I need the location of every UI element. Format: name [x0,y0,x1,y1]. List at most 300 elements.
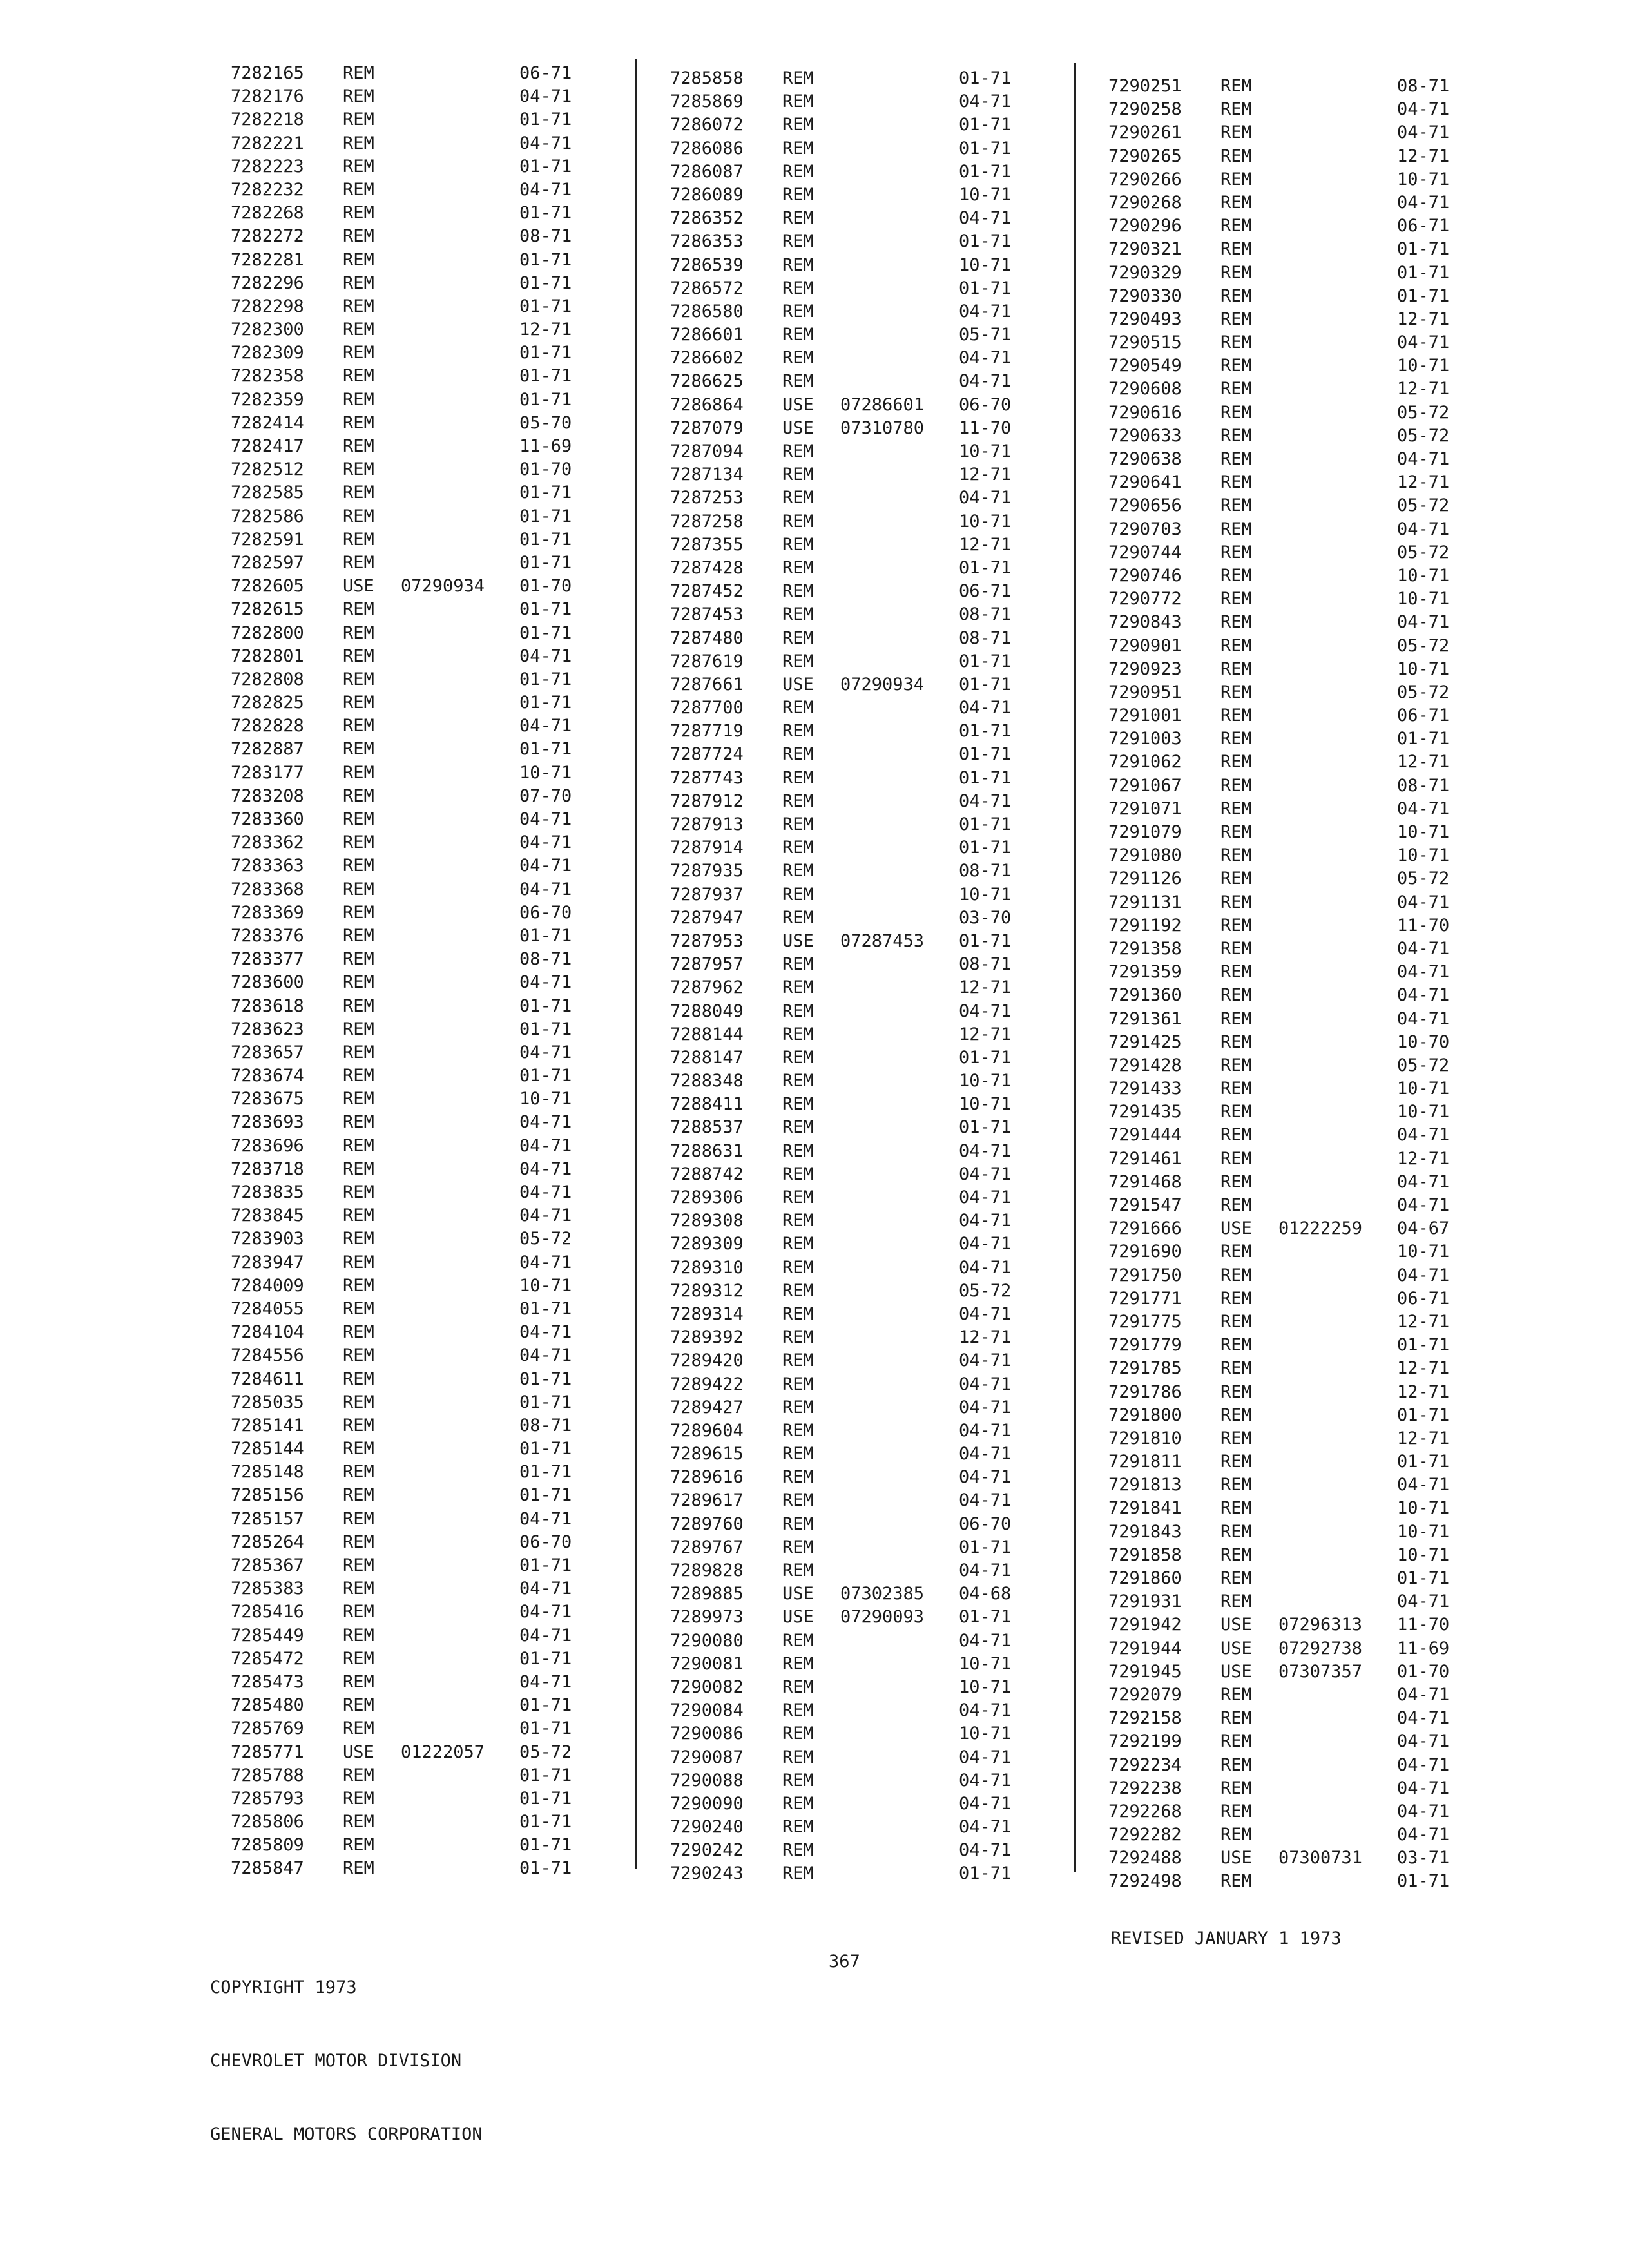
date-code: 01-71 [959,767,1012,788]
action-code: REM [343,320,374,340]
date-code: 01-71 [959,930,1012,951]
part-number: 7285771 [231,1742,304,1762]
action-code: REM [1220,1288,1252,1309]
part-number: 7291945 [1108,1661,1182,1682]
part-number: 7291810 [1108,1428,1182,1448]
part-number: 7290951 [1108,682,1182,702]
action-code: REM [343,110,374,130]
part-number: 7288411 [670,1094,744,1115]
date-code: 04-71 [1397,1754,1450,1775]
action-code: REM [343,1066,374,1086]
action-code: REM [1220,76,1252,96]
action-code: REM [1220,1265,1252,1285]
part-number: 7285858 [670,68,744,88]
date-code: 01-71 [519,1066,572,1086]
date-code: 04-71 [1397,519,1450,539]
action-code: REM [343,296,374,316]
part-number: 7282272 [231,226,304,247]
date-code: 01-71 [519,599,572,620]
date-code: 01-70 [1397,1661,1450,1682]
date-code: 01-71 [519,366,572,387]
action-code: REM [343,949,374,970]
part-number: 7282309 [231,343,304,363]
date-code: 04-71 [519,1158,572,1179]
date-code: 01-71 [519,622,572,643]
action-code: REM [782,1280,814,1301]
part-number: 7291003 [1108,729,1182,749]
action-code: REM [343,1345,374,1366]
date-code: 01-71 [959,744,1012,765]
part-number: 7290251 [1108,76,1182,96]
action-code: REM [1220,729,1252,749]
action-code: REM [1220,1568,1252,1588]
date-code: 01-71 [1397,1871,1450,1892]
part-number: 7283368 [231,879,304,899]
action-code: REM [1220,1754,1252,1775]
date-code: 04-71 [959,301,1012,322]
action-code: REM [343,86,374,107]
part-number: 7291750 [1108,1265,1182,1285]
date-code: 12-71 [1397,379,1450,399]
date-code: 04-71 [519,646,572,666]
action-code: REM [343,1135,374,1156]
part-number: 7287134 [670,465,744,485]
part-number: 7287355 [670,534,744,555]
date-code: 08-71 [519,1415,572,1436]
date-code: 04-71 [1397,798,1450,819]
date-code: 06-71 [959,581,1012,602]
action-code: REM [782,1071,814,1091]
part-number: 7282165 [231,63,304,83]
date-code: 10-71 [1397,1079,1450,1099]
part-number: 7285035 [231,1392,304,1412]
date-code: 01-71 [519,995,572,1016]
date-code: 04-71 [1397,985,1450,1006]
replacement-part-number: 07302385 [840,1584,925,1604]
part-number: 7283835 [231,1182,304,1202]
action-code: REM [1220,379,1252,399]
action-code: REM [1220,1032,1252,1052]
date-code: 12-71 [1397,472,1450,493]
part-number: 7291779 [1108,1335,1182,1356]
action-code: USE [343,1742,374,1762]
part-number: 7290080 [670,1630,744,1651]
date-code: 12-71 [959,465,1012,485]
date-code: 01-71 [519,1835,572,1856]
action-code: REM [782,1420,814,1441]
date-code: 01-71 [959,1047,1012,1068]
date-code: 10-71 [1397,1544,1450,1565]
part-number: 7285449 [231,1625,304,1646]
part-number: 7290321 [1108,239,1182,260]
part-number: 7285367 [231,1555,304,1575]
action-code: REM [343,63,374,83]
date-code: 10-71 [1397,822,1450,842]
part-number: 7285809 [231,1835,304,1856]
part-number: 7283208 [231,785,304,806]
date-code: 04-71 [959,1001,1012,1021]
date-code: 03-71 [1397,1848,1450,1869]
action-code: REM [343,133,374,153]
date-code: 01-71 [519,1648,572,1669]
action-code: REM [343,902,374,923]
date-code: 04-71 [959,1467,1012,1488]
date-code: 04-71 [1397,99,1450,120]
part-number: 7290923 [1108,658,1182,679]
part-number: 7289616 [670,1467,744,1488]
action-code: REM [343,483,374,503]
action-code: REM [1220,1195,1252,1215]
date-code: 10-71 [519,762,572,783]
action-code: REM [1220,775,1252,796]
part-number: 7290266 [1108,169,1182,189]
action-code: REM [782,581,814,602]
part-number: 7285141 [231,1415,304,1436]
part-number: 7290638 [1108,449,1182,469]
action-code: REM [343,1275,374,1296]
part-number: 7291435 [1108,1102,1182,1122]
part-number: 7283718 [231,1158,304,1179]
part-number: 7282887 [231,739,304,760]
date-code: 04-71 [959,1793,1012,1814]
date-code: 08-71 [959,604,1012,625]
part-number: 7287428 [670,557,744,578]
date-code: 04-71 [519,1112,572,1133]
part-number: 7292199 [1108,1731,1182,1752]
action-code: REM [343,273,374,293]
action-code: REM [782,465,814,485]
action-code: REM [1220,262,1252,283]
part-number: 7290608 [1108,379,1182,399]
action-code: REM [343,1439,374,1459]
part-number: 7289760 [670,1514,744,1534]
date-code: 01-71 [959,1863,1012,1884]
action-code: REM [1220,122,1252,143]
date-code: 04-71 [959,1187,1012,1207]
part-number: 7282414 [231,412,304,433]
action-code: REM [782,1840,814,1861]
part-number: 7285473 [231,1671,304,1692]
date-code: 04-71 [959,91,1012,112]
action-code: REM [782,301,814,322]
date-code: 06-70 [959,1514,1012,1534]
part-number: 7291062 [1108,752,1182,773]
part-number: 7282298 [231,296,304,316]
date-code: 01-71 [959,838,1012,858]
part-number: 7282801 [231,646,304,666]
action-code: REM [1220,216,1252,236]
date-code: 01-71 [1397,262,1450,283]
action-code: REM [782,1257,814,1278]
date-code: 04-71 [1397,1708,1450,1729]
action-code: REM [1220,822,1252,842]
action-code: REM [782,1770,814,1791]
action-code: USE [782,674,814,695]
action-code: REM [343,622,374,643]
date-code: 01-71 [959,651,1012,671]
date-code: 08-71 [959,954,1012,975]
action-code: REM [1220,915,1252,936]
action-code: REM [1220,1171,1252,1192]
part-number: 7291785 [1108,1358,1182,1379]
date-code: 12-71 [1397,752,1450,773]
action-code: REM [782,744,814,765]
part-number: 7282512 [231,459,304,480]
date-code: 04-71 [519,1252,572,1273]
action-code: REM [1220,1801,1252,1821]
part-number: 7291942 [1108,1615,1182,1635]
part-number: 7287700 [670,698,744,718]
date-code: 01-71 [519,693,572,713]
date-code: 01-71 [519,203,572,224]
part-number: 7283177 [231,762,304,783]
action-code: REM [343,156,374,177]
date-code: 04-71 [1397,1171,1450,1192]
part-number: 7282591 [231,529,304,550]
date-code: 04-71 [519,86,572,107]
action-code: REM [782,1164,814,1184]
part-number: 7290656 [1108,495,1182,516]
date-code: 04-71 [959,348,1012,369]
part-number: 7283623 [231,1019,304,1039]
date-code: 04-71 [519,1671,572,1692]
part-number: 7282828 [231,716,304,736]
action-code: REM [343,1788,374,1809]
part-number: 7284009 [231,1275,304,1296]
action-code: REM [782,1561,814,1581]
date-code: 08-71 [519,226,572,247]
action-code: REM [343,832,374,853]
action-code: REM [1220,1242,1252,1262]
part-number: 7287953 [670,930,744,951]
part-number: 7291666 [1108,1218,1182,1239]
date-code: 04-71 [1397,1008,1450,1029]
date-code: 04-71 [959,1164,1012,1184]
corporation-line: GENERAL MOTORS CORPORATION [210,2124,483,2144]
part-number: 7282808 [231,669,304,689]
action-code: REM [1220,1405,1252,1425]
part-number: 7285148 [231,1462,304,1483]
action-code: REM [1220,239,1252,260]
date-code: 01-71 [519,1858,572,1879]
date-code: 05-70 [519,412,572,433]
part-number: 7290240 [670,1817,744,1838]
action-code: USE [1220,1615,1252,1635]
date-code: 04-71 [519,133,572,153]
part-number: 7283693 [231,1112,304,1133]
date-code: 01-70 [519,576,572,597]
part-number: 7291800 [1108,1405,1182,1425]
replacement-part-number: 07292738 [1278,1638,1363,1658]
action-code: REM [1220,1871,1252,1892]
date-code: 04-71 [1397,1801,1450,1821]
part-number: 7282218 [231,110,304,130]
date-code: 04-71 [1397,449,1450,469]
part-number: 7290258 [1108,99,1182,120]
date-code: 01-71 [519,156,572,177]
part-number: 7291461 [1108,1148,1182,1169]
date-code: 10-71 [959,1094,1012,1115]
action-code: REM [1220,612,1252,633]
date-code: 12-71 [1397,1311,1450,1332]
part-number: 7287913 [670,814,744,834]
part-number: 7291433 [1108,1079,1182,1099]
action-code: REM [343,856,374,876]
action-code: REM [782,1303,814,1324]
part-number: 7288147 [670,1047,744,1068]
part-number: 7286625 [670,371,744,392]
action-code: REM [343,529,374,550]
action-code: REM [782,884,814,905]
action-code: REM [782,1793,814,1814]
date-code: 10-70 [1397,1032,1450,1052]
action-code: REM [1220,1055,1252,1075]
part-number: 7282597 [231,552,304,573]
action-code: USE [782,418,814,438]
part-number: 7289615 [670,1444,744,1465]
date-code: 01-71 [959,161,1012,182]
action-code: REM [1220,635,1252,656]
action-code: REM [1220,869,1252,889]
action-code: REM [1220,1825,1252,1845]
action-code: REM [1220,1591,1252,1612]
part-number: 7285157 [231,1508,304,1529]
part-number: 7291547 [1108,1195,1182,1215]
action-code: REM [782,767,814,788]
part-number: 7285793 [231,1788,304,1809]
part-number: 7282825 [231,693,304,713]
date-code: 10-71 [959,1677,1012,1697]
action-code: REM [343,1625,374,1646]
part-number: 7286087 [670,161,744,182]
action-code: REM [1220,1335,1252,1356]
date-code: 01-71 [519,483,572,503]
part-number: 7288049 [670,1001,744,1021]
date-code: 04-71 [1397,612,1450,633]
date-code: 11-70 [959,418,1012,438]
part-number: 7292238 [1108,1778,1182,1798]
date-code: 12-71 [1397,309,1450,329]
part-number: 7283363 [231,856,304,876]
action-code: REM [1220,589,1252,610]
date-code: 01-71 [959,721,1012,742]
date-code: 03-70 [959,907,1012,928]
part-number: 7286353 [670,231,744,252]
action-code: REM [343,1532,374,1552]
part-number: 7291775 [1108,1311,1182,1332]
date-code: 04-71 [959,1747,1012,1767]
date-code: 12-71 [959,1327,1012,1348]
part-number: 7290081 [670,1653,744,1674]
action-code: REM [343,693,374,713]
part-number: 7283674 [231,1066,304,1086]
part-number: 7289604 [670,1420,744,1441]
date-code: 01-71 [519,343,572,363]
date-code: 01-71 [959,1537,1012,1557]
date-code: 12-71 [959,1024,1012,1044]
part-number: 7282296 [231,273,304,293]
part-number: 7287253 [670,488,744,508]
date-code: 10-71 [519,1275,572,1296]
action-code: REM [343,389,374,410]
action-code: REM [782,1001,814,1021]
date-code: 08-71 [1397,775,1450,796]
part-number: 7291071 [1108,798,1182,819]
date-code: 08-71 [1397,76,1450,96]
part-number: 7287947 [670,907,744,928]
part-number: 7282176 [231,86,304,107]
date-code: 05-72 [1397,869,1450,889]
part-number: 7290549 [1108,356,1182,376]
part-number: 7287619 [670,651,744,671]
date-code: 10-71 [959,184,1012,205]
date-code: 08-71 [959,628,1012,648]
action-code: REM [782,838,814,858]
date-code: 10-71 [1397,845,1450,866]
date-code: 01-71 [519,296,572,316]
action-code: REM [1220,1311,1252,1332]
date-code: 11-70 [1397,915,1450,936]
action-code: REM [782,814,814,834]
part-number: 7290296 [1108,216,1182,236]
action-code: REM [782,68,814,88]
date-code: 04-71 [959,1211,1012,1231]
action-code: REM [782,861,814,881]
date-code: 01-71 [519,249,572,270]
part-number: 7288348 [670,1071,744,1091]
part-number: 7283369 [231,902,304,923]
part-number: 7290744 [1108,542,1182,562]
date-code: 04-71 [959,1420,1012,1441]
date-code: 12-71 [1397,146,1450,166]
date-code: 10-71 [1397,1521,1450,1542]
part-number: 7287453 [670,604,744,625]
action-code: REM [1220,1778,1252,1798]
action-code: REM [782,115,814,135]
action-code: REM [1220,682,1252,702]
revision-date: REVISED JANUARY 1 1973 [1111,1928,1342,1948]
date-code: 01-71 [519,1019,572,1039]
part-number: 7291131 [1108,892,1182,912]
date-code: 01-71 [519,1369,572,1389]
action-code: REM [782,1817,814,1838]
date-code: 12-71 [959,977,1012,998]
action-code: REM [343,1158,374,1179]
action-code: REM [782,1514,814,1534]
action-code: REM [1220,706,1252,726]
part-number: 7282223 [231,156,304,177]
action-code: REM [1220,449,1252,469]
part-number: 7291359 [1108,962,1182,983]
part-number: 7282605 [231,576,304,597]
date-code: 06-70 [519,902,572,923]
action-code: REM [343,1765,374,1785]
action-code: REM [1220,169,1252,189]
action-code: REM [1220,1452,1252,1472]
action-code: USE [782,930,814,951]
date-code: 04-71 [959,488,1012,508]
date-code: 01-71 [959,674,1012,695]
part-number: 7286580 [670,301,744,322]
action-code: REM [343,552,374,573]
date-code: 04-71 [959,1397,1012,1418]
part-number: 7285869 [670,91,744,112]
action-code: REM [343,412,374,433]
date-code: 06-71 [1397,216,1450,236]
part-number: 7287912 [670,791,744,811]
action-code: USE [1220,1848,1252,1869]
action-code: REM [782,1024,814,1044]
